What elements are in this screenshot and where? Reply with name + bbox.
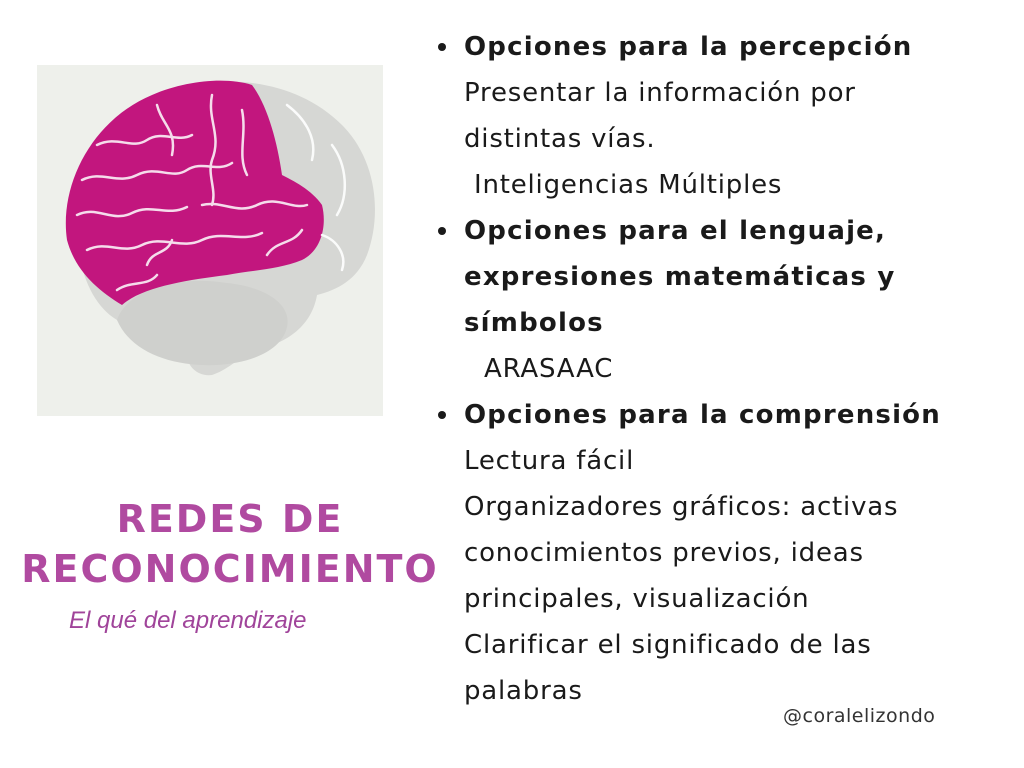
list-item-lenguaje	[434, 208, 1014, 392]
item-line: Clarificar el significado de las	[464, 630, 872, 660]
item-line: conocimientos previos, ideas	[464, 538, 864, 568]
item-title: Opciones para la percepción	[464, 32, 913, 62]
title-line-1: REDES DE	[116, 497, 344, 541]
brain-icon	[37, 65, 383, 416]
item-title: Opciones para la comprensión	[464, 400, 941, 430]
bullet-icon	[438, 43, 446, 51]
title-line-2: RECONOCIMIENTO	[21, 547, 439, 591]
item-title-line: expresiones matemáticas y	[464, 262, 896, 292]
item-line: principales, visualización	[464, 584, 810, 614]
list-item-comprension	[434, 392, 1014, 714]
brain-illustration	[37, 65, 383, 416]
section-title	[10, 494, 450, 594]
item-line: Presentar la información por	[464, 78, 856, 108]
bullet-icon	[438, 227, 446, 235]
item-line: distintas vías.	[464, 124, 656, 154]
item-line: Organizadores gráficos: activas	[464, 492, 899, 522]
item-title-line: símbolos	[464, 308, 604, 338]
item-line: palabras	[464, 676, 583, 706]
subtitle: El qué del aprendizaje	[69, 607, 307, 634]
item-extra: Inteligencias Múltiples	[474, 170, 783, 200]
bullet-icon	[438, 411, 446, 419]
list-item-percepcion	[434, 24, 1014, 208]
item-line: Lectura fácil	[464, 446, 635, 476]
options-list	[434, 24, 1014, 714]
item-extra: ARASAAC	[484, 354, 614, 384]
author-credit: @coralelizondo	[783, 705, 936, 727]
item-title-line: Opciones para el lenguaje,	[464, 216, 887, 246]
